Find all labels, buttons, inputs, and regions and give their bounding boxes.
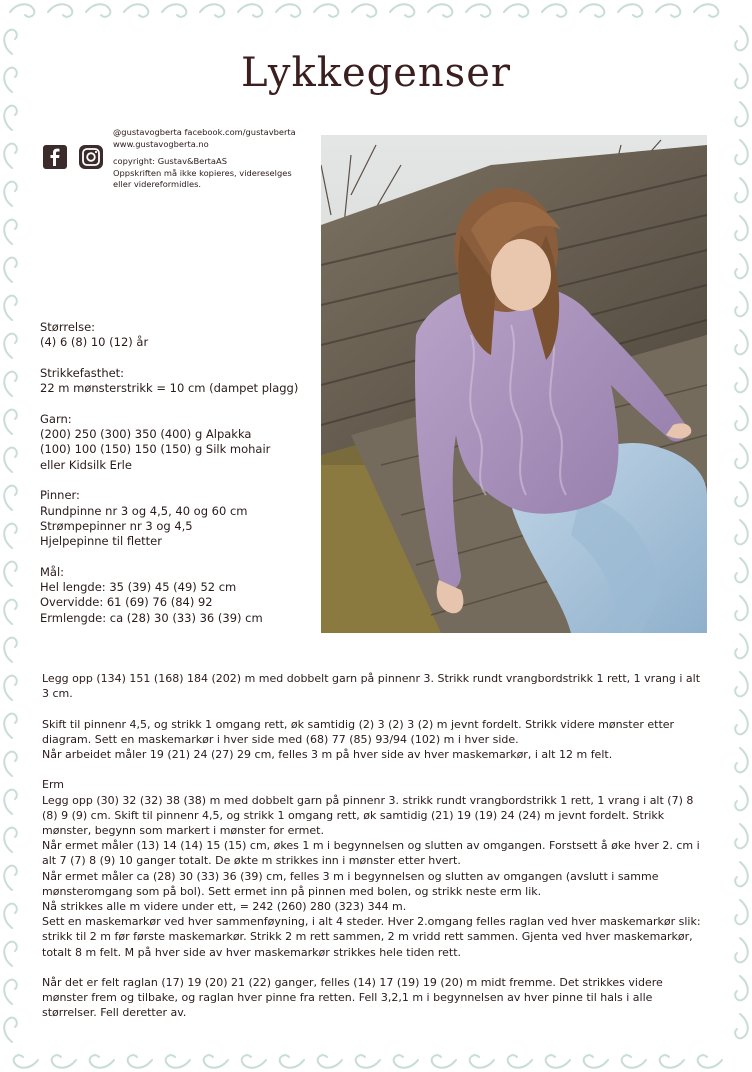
border-curl xyxy=(86,4,110,17)
measures-spec xyxy=(40,565,298,626)
instruction-line: Når det er felt raglan (17) 19 (20) 21 (22) ganger, felles (14) 17 (19) 19 (20) m midt fremme. Det strikkes videre mønster frem og tilbake, og raglan hver pinne fra retten. Fell 3,2,1 m i begynnelsen av hver pinne til hals i alle størrelser. Fell deretter av. xyxy=(42,976,663,1020)
border-curl xyxy=(4,866,17,890)
border-curl xyxy=(735,596,748,620)
border-curl xyxy=(735,406,748,430)
border-curl xyxy=(238,4,262,17)
border-curl xyxy=(242,1055,266,1068)
border-curl xyxy=(48,4,72,17)
measures-line: Ermlengde: ca (28) 30 (33) 36 (39) cm xyxy=(40,610,263,625)
credits-block xyxy=(113,127,296,191)
border-curl xyxy=(14,1055,38,1068)
border-curl xyxy=(470,1055,494,1068)
border-curl xyxy=(735,710,748,734)
instruction-line: Når ermet måler (13) 14 (14) 15 (15) cm, økes 1 m i begynnelsen og slutten av omgangen. Forstsett å øke hver 2. cm i alt 7 (7) 8 (9) 10 ganger totalt. De økte m strikkes inn i mønster etter hvert. xyxy=(42,839,700,868)
border-curl xyxy=(735,178,748,202)
instruction-line: Når arbeidet måler 19 (21) 24 (27) 29 cm, felles 3 m på hver side av hver maskemarkør, i alt 12 m felt. xyxy=(42,748,613,761)
measures-label: Mål: xyxy=(40,564,65,579)
border-curl xyxy=(166,1055,190,1068)
border-curl xyxy=(622,1055,646,1068)
border-curl xyxy=(4,182,17,206)
measures-line: Hel lengde: 35 (39) 45 (49) 52 cm xyxy=(40,580,237,595)
yarn-line: (100) 100 (150) 150 (150) g Silk mohair xyxy=(40,442,271,457)
border-curl xyxy=(4,486,17,510)
border-curl xyxy=(694,4,718,17)
border-curl xyxy=(52,1055,76,1068)
border-curl xyxy=(735,482,748,506)
border-curl xyxy=(4,220,17,244)
border-curl xyxy=(4,790,17,814)
border-curl xyxy=(580,4,604,17)
yarn-label: Garn: xyxy=(40,411,72,426)
gauge-label: Strikkefasthet: xyxy=(40,365,125,380)
border-curl xyxy=(735,444,748,468)
border-curl xyxy=(735,140,748,164)
instruction-paragraph xyxy=(42,717,702,763)
needles-line: Rundpinne nr 3 og 4,5, 40 og 60 cm xyxy=(40,503,248,518)
social-icons xyxy=(42,144,104,170)
border-curl xyxy=(428,4,452,17)
border-curl xyxy=(4,904,17,928)
instagram-icon[interactable] xyxy=(78,144,104,170)
border-curl xyxy=(4,524,17,548)
border-curl xyxy=(4,106,17,130)
border-curl xyxy=(128,1055,152,1068)
size-label: Størrelse: xyxy=(40,320,96,334)
border-curl xyxy=(735,292,748,316)
size-spec xyxy=(40,320,298,351)
sleeve-heading: Erm xyxy=(42,778,64,792)
border-curl xyxy=(4,448,17,472)
border-curl xyxy=(735,938,748,962)
sweater-photo xyxy=(321,135,707,633)
needles-label: Pinner: xyxy=(40,488,80,503)
border-curl xyxy=(432,1055,456,1068)
border-curl xyxy=(735,976,748,1000)
border-curl xyxy=(4,676,17,700)
needles-line: Strømpepinner nr 3 og 4,5 xyxy=(40,518,193,533)
border-curl xyxy=(4,562,17,586)
border-curl xyxy=(10,4,34,17)
facebook-icon[interactable] xyxy=(42,144,68,170)
border-curl xyxy=(162,4,186,17)
border-curl xyxy=(735,824,748,848)
border-curl xyxy=(735,102,748,126)
gauge-value: 22 m mønsterstrikk = 10 cm (dampet plagg) xyxy=(40,381,299,396)
instruction-paragraph xyxy=(42,975,702,1021)
border-curl xyxy=(4,144,17,168)
border-curl xyxy=(466,4,490,17)
border-curl xyxy=(735,748,748,772)
border-curl xyxy=(314,4,338,17)
border-curl xyxy=(735,558,748,582)
border-curl xyxy=(4,980,17,1004)
border-curl xyxy=(735,900,748,924)
border-curl xyxy=(735,330,748,354)
border-curl xyxy=(200,4,224,17)
border-curl xyxy=(735,26,748,50)
knitting-instructions xyxy=(42,671,702,1036)
border-curl xyxy=(542,4,566,17)
size-value: (4) 6 (8) 10 (12) år xyxy=(40,335,149,350)
instruction-line: Sett en maskemarkør ved hver sammenføyning, i alt 4 steder. Hver 2.omgang felles raglan ved hver maskemarkør slik: strikk til 2 m før første maskemarkør. Strikk 2 m rett sammen, 2 m vridd rett sammen. Gjenta ved hver maskemarkør, totalt 8 m felt. M på hver side av hver maskemarkør strikkes hele tiden rett. xyxy=(42,915,701,959)
sleeve-section xyxy=(42,777,702,959)
website-link[interactable]: www.gustavogberta.no xyxy=(113,138,209,149)
border-curl xyxy=(735,368,748,392)
border-curl xyxy=(318,1055,342,1068)
border-curl xyxy=(4,334,17,358)
social-handles: @gustavogberta facebook.com/gustavberta xyxy=(113,127,296,137)
copyright-line: copyright: Gustav&BertaAS xyxy=(113,156,227,167)
border-curl xyxy=(90,1055,114,1068)
border-curl xyxy=(618,4,642,17)
border-curl xyxy=(660,1055,684,1068)
border-curl xyxy=(4,258,17,282)
border-curl xyxy=(4,714,17,738)
needles-line: Hjelpepinne til fletter xyxy=(40,534,162,549)
instruction-line: Legg opp (134) 151 (168) 184 (202) m med dobbelt garn på pinnenr 3. Strikk rundt vrangbordstrikk 1 rett, 1 vrang i alt 3 cm. xyxy=(42,672,701,701)
border-curl xyxy=(276,4,300,17)
yarn-spec xyxy=(40,412,298,473)
instruction-line: Nå strikkes alle m videre under ett, = 242 (260) 280 (323) 344 m. xyxy=(42,900,407,914)
pattern-title: Lykkegenser xyxy=(241,50,511,96)
measures-line: Overvidde: 61 (69) 76 (84) 92 xyxy=(40,595,213,610)
border-curl xyxy=(352,4,376,17)
border-curl xyxy=(504,4,528,17)
border-curl xyxy=(280,1055,304,1068)
instruction-line: Når ermet måler ca (28) 30 (33) 36 (39) cm, felles 3 m i begynnelsen og slutten av omgangen (avslutt i samme mønsteromgang som på bol). Sett ermet inn på pinnen med bolen, og strikk neste erm lik. xyxy=(42,869,659,898)
border-curl xyxy=(204,1055,228,1068)
border-curl xyxy=(394,1055,418,1068)
yarn-line: (200) 250 (300) 350 (400) g Alpakka xyxy=(40,427,252,442)
border-curl xyxy=(735,254,748,278)
border-curl xyxy=(735,520,748,544)
border-curl xyxy=(4,942,17,966)
copyright-notice-line-2: eller videreformidles. xyxy=(113,179,202,190)
border-curl xyxy=(4,752,17,776)
border-curl xyxy=(508,1055,532,1068)
border-curl xyxy=(735,786,748,810)
border-curl xyxy=(4,372,17,396)
border-curl xyxy=(546,1055,570,1068)
instruction-paragraph xyxy=(42,671,702,701)
border-curl xyxy=(390,4,414,17)
border-curl xyxy=(735,672,748,696)
border-curl xyxy=(4,600,17,624)
border-curl xyxy=(735,862,748,886)
border-curl xyxy=(4,410,17,434)
border-curl xyxy=(735,634,748,658)
copyright-notice-line-1: Oppskriften må ikke kopieres, videreselges xyxy=(113,167,292,178)
border-curl xyxy=(4,828,17,852)
gauge-spec xyxy=(40,366,298,397)
border-curl xyxy=(356,1055,380,1068)
needles-spec xyxy=(40,488,298,549)
instruction-line: Skift til pinnenr 4,5, og strikk 1 omgang rett, øk samtidig (2) 3 (2) 3 (2) m jevnt fordelt. Strikk videre mønster etter diagram. Sett en maskemarkør i hver side med (68) 77 (85) 93/94 (102) m i hver side. xyxy=(42,717,675,746)
instruction-line: Legg opp (30) 32 (32) 38 (38) m med dobbelt garn på pinnenr 3. strikk rundt vrangbordstrikk 1 rett, 1 vrang i alt (7) 8 (8) 9 (9) cm. Skift til pinnenr 4,5, og strikk 1 omgang rett, øk samtidig (21) 19 (19) 24 (24) m jevnt fordelt. Strikk mønster, begynn som markert i mønster for ermet. xyxy=(42,793,694,837)
border-curl xyxy=(4,1018,17,1042)
pattern-specs xyxy=(40,320,298,641)
yarn-line: eller Kidsilk Erle xyxy=(40,457,132,472)
border-curl xyxy=(4,296,17,320)
border-curl xyxy=(735,216,748,240)
border-curl xyxy=(584,1055,608,1068)
border-curl xyxy=(698,1055,722,1068)
border-curl xyxy=(124,4,148,17)
border-curl xyxy=(4,638,17,662)
border-curl xyxy=(656,4,680,17)
border-curl xyxy=(735,1014,748,1038)
